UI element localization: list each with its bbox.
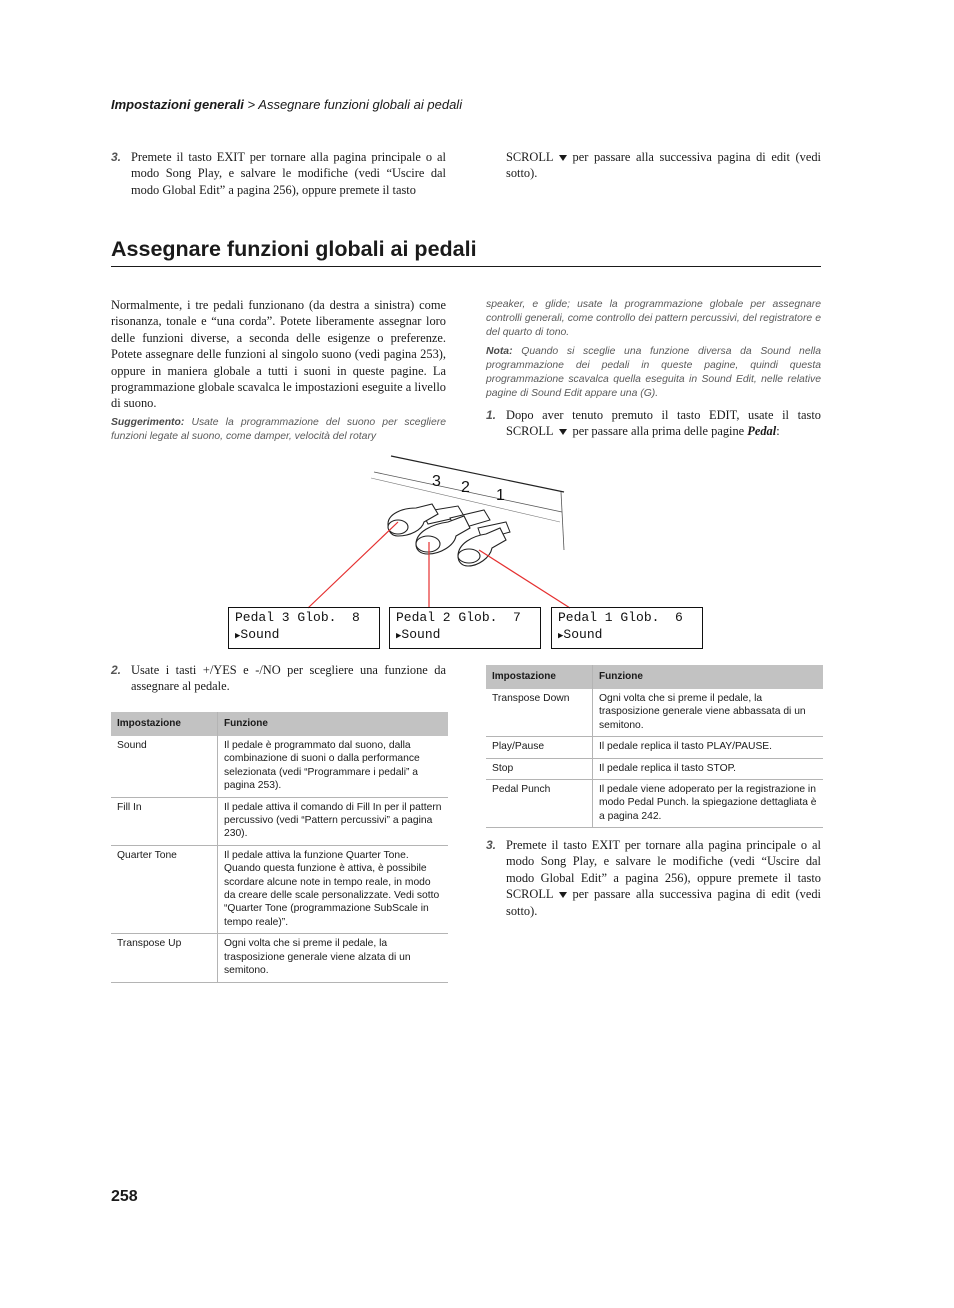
step-text: Usate i tasti +/YES e -/NO per scegliere una funzione da assegnare al pedale. (131, 663, 446, 694)
scroll-key-label: SCROLL (506, 424, 554, 439)
top-step-left (111, 149, 446, 198)
scroll-down-icon (559, 429, 567, 435)
step-number: 2. (111, 663, 122, 677)
scroll-key-label: SCROLL (506, 887, 554, 902)
step-2 (111, 662, 446, 695)
lcd-line-1: Pedal 3 Glob. 8 (235, 610, 360, 625)
lcd-line-2: Sound (240, 627, 280, 642)
piano-edge-line (561, 492, 564, 550)
hint-note-right: speaker, e glide; usate la programmazione globale per assegnare controlli generali, come controllo dei pattern percussivi, del registratore e del quarto di tono. (486, 299, 821, 338)
table-cell-function: Il pedale attiva la funzione Quarter Tone. Quando questa funzione è attiva, è possibile scordare alcune note in tempo reale, in modo da creare delle scale personalizzate. Vedi sotto “Quarter Tone (programmazione SubScale in tempo reale)”. (218, 845, 449, 933)
table-header: Funzione (593, 665, 824, 689)
table-cell-function: Il pedale è programmato dal suono, dalla combinazione di suoni o dalla performance selezionata (vedi “Programmare i pedali” a pagina 253). (218, 736, 449, 797)
table-cell-setting: Quarter Tone (111, 845, 218, 933)
table-cell-setting: Transpose Down (486, 689, 593, 737)
scroll-down-icon (559, 155, 567, 161)
nota-text: Quando si sceglie una funzione diversa da Sound nella programmazione dei pedali in queste pagine, quindi questa programmazione scavalca quella eseguita in Sound Edit, nelle relative pagine di Sound Edit appare una (G). (486, 346, 822, 399)
pedal-label-3: 3 (432, 473, 441, 490)
step-number: 3. (111, 150, 122, 164)
table-cell-function: Il pedale attiva il comando di Fill In per il pattern percussivo (vedi “Pattern percussivi” a pagina 230). (218, 797, 449, 845)
nota-label: Nota: (486, 346, 513, 357)
top-step-right (506, 149, 821, 182)
table-cell-setting: Pedal Punch (486, 780, 593, 828)
table-cell-function: Il pedale replica il tasto PLAY/PAUSE. (593, 737, 824, 758)
section-heading: Assegnare funzioni globali ai pedali (111, 237, 821, 267)
table-row (111, 797, 448, 845)
scroll-key-label: SCROLL (506, 150, 554, 164)
lcd-line-2: Sound (401, 627, 441, 642)
step-text-continued: per passare alla successiva pagina di edit (vedi sotto). (506, 887, 821, 918)
play-arrow-icon: ▶ (396, 631, 402, 641)
table-row (486, 689, 823, 737)
breadcrumb-page: Assegnare funzioni globali ai pedali (258, 97, 463, 112)
table-cell-setting: Play/Pause (486, 737, 593, 758)
step-text: Premete il tasto EXIT per tornare alla pagina principale o al modo Song Play, e salvare le modifiche (vedi “Uscire dal modo Global Edit” a pagina 256), oppure premete il tasto (506, 838, 821, 885)
lcd-line-1: Pedal 2 Glob. 7 (396, 610, 521, 625)
leader-line-pedal-3 (308, 522, 398, 608)
table-cell-setting: Fill In (111, 797, 218, 845)
hint-note-left (111, 416, 446, 444)
page-name: Pedal (747, 424, 777, 439)
step-number: 1. (486, 408, 497, 422)
nota-note (486, 345, 821, 401)
intro-paragraph: Normalmente, i tre pedali funzionano (da destra a sinistra) come risonanza, tonale e “una corda”. Potete liberamente assegnar loro delle funzioni diverse, a seconda delle esigenze o preferenze. Potete assegnare delle funzioni al singolo suono (vedi pagina 253), oppure in maniera globale a tutti i suoni in queste pagine. La programmazione globale scavalca le impostazioni eseguite a livello di suono. (111, 298, 446, 411)
step-text-continued: per passare alla prima delle pagine (572, 424, 745, 439)
settings-table-left (111, 712, 448, 983)
piano-edge-line (391, 456, 564, 492)
lcd-pedal-3 (228, 607, 380, 649)
table-cell-setting: Transpose Up (111, 934, 218, 982)
table-row (486, 758, 823, 779)
table-cell-setting: Stop (486, 758, 593, 779)
step-1: 1. Dopo aver tenuto premuto il tasto EDIT, usate il tasto SCROLL per passare alla prima delle pagine Pedal: (486, 408, 821, 439)
table-cell-function: Il pedale viene adoperato per la registrazione in modo Pedal Punch. la spiegazione dettagliata è a pagina 242. (593, 780, 824, 828)
lcd-pedal-2 (389, 607, 541, 649)
breadcrumb (111, 97, 462, 112)
table-row (486, 780, 823, 828)
table-header: Impostazione (111, 712, 218, 736)
pedal-label-2: 2 (461, 479, 470, 496)
scroll-down-icon (559, 892, 567, 898)
play-arrow-icon: ▶ (235, 631, 241, 641)
table-header: Funzione (218, 712, 449, 736)
table-cell-setting: Sound (111, 736, 218, 797)
lcd-pedal-1 (551, 607, 703, 649)
lcd-line-1: Pedal 1 Glob. 6 (558, 610, 683, 625)
play-arrow-icon: ▶ (558, 631, 564, 641)
table-row (111, 736, 448, 797)
table-cell-function: Il pedale replica il tasto STOP. (593, 758, 824, 779)
table-cell-function: Ogni volta che si preme il pedale, la trasposizione generale viene abbassata di un semitono. (593, 689, 824, 737)
lcd-line-2: Sound (563, 627, 603, 642)
table-header: Impostazione (486, 665, 593, 689)
breadcrumb-separator: > (247, 97, 256, 112)
step-number: 3. (486, 838, 497, 852)
settings-table-right (486, 665, 823, 828)
table-row (111, 934, 448, 982)
hint-text: Usate la programmazione del suono per scegliere funzioni legate al suono, come damper, velocità del rotary (111, 417, 447, 442)
pedal-label-1: 1 (496, 487, 505, 504)
page-number: 258 (111, 1188, 138, 1205)
leader-line-pedal-1 (479, 550, 570, 608)
table-row (486, 737, 823, 758)
step-text: Premete il tasto EXIT per tornare alla pagina principale o al modo Song Play, e salvare le modifiche (vedi “Uscire dal modo Global Edit” a pagina 256), oppure premete il tasto (131, 150, 446, 197)
pedal-illustration (226, 450, 706, 610)
breadcrumb-section: Impostazioni generali (111, 97, 244, 112)
table-row (111, 845, 448, 933)
step-text: Dopo aver tenuto premuto il tasto EDIT, usate il tasto (506, 408, 821, 422)
table-cell-function: Ogni volta che si preme il pedale, la trasposizione generale viene alzata di un semitono. (218, 934, 449, 982)
hint-label: Suggerimento: (111, 417, 185, 428)
step-3 (486, 837, 821, 919)
step-text-continued: per passare alla successiva pagina di edit (vedi sotto). (506, 150, 821, 181)
